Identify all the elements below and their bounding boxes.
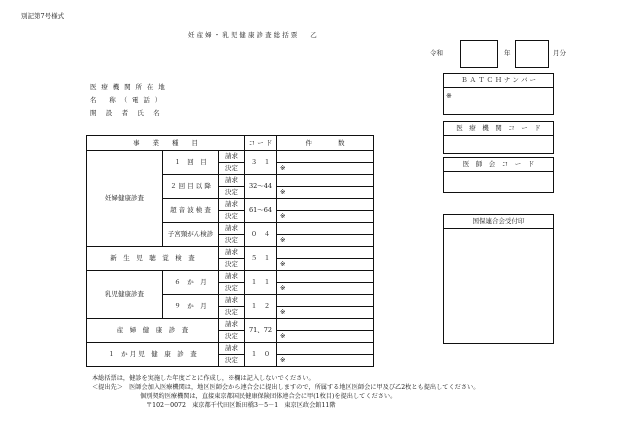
month-field[interactable] [515,40,549,68]
institution-code-box[interactable] [443,121,554,154]
count-decision-cell: ※ [277,355,374,367]
count-decision-cell: ※ [277,307,374,319]
newborn-hearing-label: 新 生 児 聴 覚 検 査 [87,247,219,271]
medical-assoc-code-label: 医 師 会 コ ー ド [444,158,553,172]
decision-label: 決定 [219,355,245,367]
count-request-cell[interactable] [277,319,374,331]
reception-stamp-label: 国保連合会受付印 [444,215,553,229]
decision-label: 決定 [219,307,245,319]
request-label: 請求 [219,175,245,187]
header-code: コ ー ド [245,136,277,151]
one-month-checkup-code: １ ０ [245,343,277,367]
second-visit-code: 32～44 [245,175,277,199]
count-request-cell[interactable] [277,151,374,163]
request-label: 請求 [219,343,245,355]
era-label: 令和 [430,49,443,57]
count-decision-cell: ※ [277,283,374,295]
request-label: 請求 [219,247,245,259]
footer-note-3: 個別契約医療機関は，直接東京都国民健康保険団体連合会に甲(1枚目)を提出してください。 [140,393,397,400]
footer-note-2: ＜提出先＞ 医師会加入医療機関は，地区医師会から連合会に提出しますので，所属する地区医師会に甲及び乙2枚とも提出してください。 [92,384,480,391]
footer-note-1: 本総括票は，健診を実施した年度ごとに作成し，※欄は記入しないでください。 [92,375,315,382]
cervical-screening-label: 子宮頸がん検診 [163,223,219,247]
table-row [87,247,374,259]
pregnant-checkup-group: 妊婦健康診査 [87,151,163,247]
name-phone-label: 名 称 （ 電 話 ） [90,96,163,104]
request-label: 請求 [219,295,245,307]
footer-address: 〒102－0072 東京都千代田区飯田橋3－5－1 東京区政会館11階 [146,402,336,409]
count-request-cell[interactable] [277,271,374,283]
nine-month-label: ９ か 月 [163,295,219,319]
ultrasound-label: 超 音 波 検 査 [163,199,219,223]
table-row [87,343,374,355]
decision-label: 決定 [219,187,245,199]
decision-label: 決定 [219,283,245,295]
table-row [87,151,374,163]
year-field[interactable] [460,40,498,68]
institution-address-label: 医 療 機 関 所 在 地 [90,83,167,91]
count-request-cell[interactable] [277,223,374,235]
table-row [87,271,374,283]
count-request-cell[interactable] [277,247,374,259]
month-label: 月分 [553,49,566,57]
count-decision-cell: ※ [277,163,374,175]
six-month-label: ６ か 月 [163,271,219,295]
header-category: 事 業 種 目 [87,136,245,151]
header-count: 件 数 [277,136,374,151]
form-id: 別記第7号様式 [21,12,65,20]
infant-checkup-group: 乳児健康診査 [87,271,163,319]
batch-number-mark: ※ [446,92,452,100]
one-month-checkup-label: １ か 月 児 健 康 診 査 [87,343,219,367]
decision-label: 決定 [219,235,245,247]
reception-stamp-box [443,214,554,344]
count-decision-cell: ※ [277,259,374,271]
ultrasound-code: 61～64 [245,199,277,223]
medical-assoc-code-box[interactable] [443,157,554,193]
decision-label: 決定 [219,163,245,175]
postpartum-checkup-code: 71、72 [245,319,277,343]
health-checkup-table [86,135,374,367]
first-visit-code: ３ １ [245,151,277,175]
request-label: 請求 [219,151,245,163]
count-request-cell[interactable] [277,343,374,355]
newborn-hearing-code: ５ １ [245,247,277,271]
decision-label: 決定 [219,259,245,271]
count-request-cell[interactable] [277,175,374,187]
request-label: 請求 [219,271,245,283]
table-header-row [87,136,374,151]
postpartum-checkup-label: 産 婦 健 康 診 査 [87,319,219,343]
request-label: 請求 [219,319,245,331]
count-decision-cell: ※ [277,331,374,343]
count-request-cell[interactable] [277,295,374,307]
count-decision-cell: ※ [277,211,374,223]
count-request-cell[interactable] [277,199,374,211]
institution-code-label: 医 療 機 関 コ ー ド [444,122,553,136]
first-visit-label: １ 回 目 [163,151,219,175]
form-title: 妊 産 婦 ・ 乳 児 健 康 診 査 総 括 票 乙 [188,31,317,39]
batch-number-label: Ｂ Ａ Ｔ Ｃ Ｈ ナ ン バ ー [444,74,553,88]
decision-label: 決定 [219,331,245,343]
founder-name-label: 開 設 者 氏 名 [90,109,162,117]
cervical-screening-code: ０ ４ [245,223,277,247]
request-label: 請求 [219,223,245,235]
decision-label: 決定 [219,211,245,223]
request-label: 請求 [219,199,245,211]
year-label: 年 [504,49,511,57]
count-decision-cell: ※ [277,235,374,247]
nine-month-code: １ ２ [245,295,277,319]
batch-number-box[interactable] [443,73,554,115]
six-month-code: １ １ [245,271,277,295]
second-visit-label: ２ 回 目 以 降 [163,175,219,199]
table-row [87,319,374,331]
count-decision-cell: ※ [277,187,374,199]
